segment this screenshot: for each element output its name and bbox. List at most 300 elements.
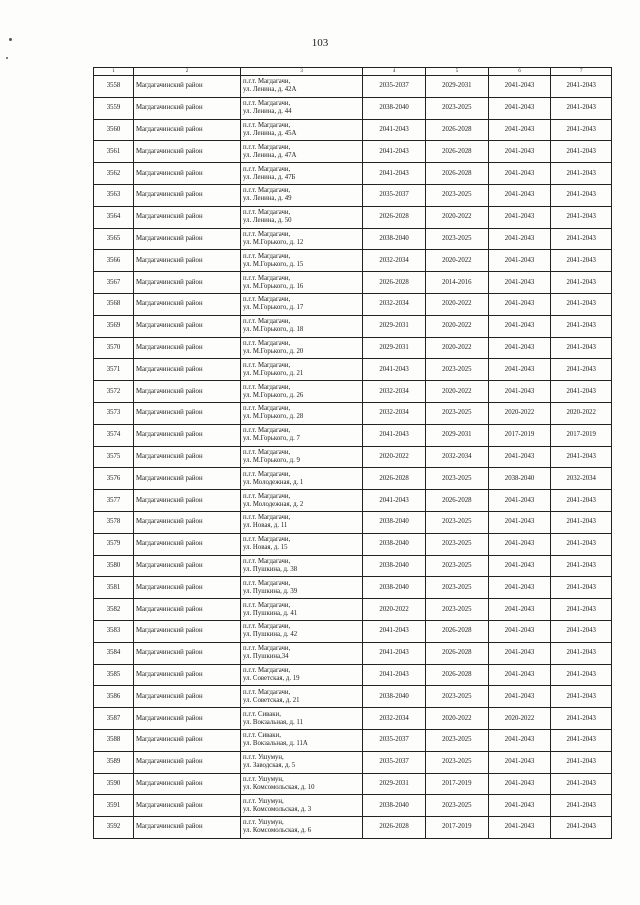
address-cell [241, 97, 363, 119]
address-settlement: п.г.т. Магдагачи, [243, 143, 291, 151]
row-number: 3580 [94, 555, 134, 577]
row-number: 3581 [94, 577, 134, 599]
district-cell: Магдагачинский район [134, 250, 241, 272]
period-cell: 2041-2043 [488, 337, 551, 359]
period-cell: 2041-2043 [363, 424, 426, 446]
table-row [94, 250, 612, 272]
address-settlement: п.г.т. Магдагачи, [243, 579, 291, 587]
table-row [94, 642, 612, 664]
address-settlement: п.г.т. Магдагачи, [243, 405, 291, 413]
period-cell: 2041-2043 [488, 119, 551, 141]
period-cell: 2038-2040 [363, 97, 426, 119]
period-cell: 2032-2034 [363, 381, 426, 403]
address-cell [241, 293, 363, 315]
header-cell: 4 [363, 68, 426, 76]
period-cell: 2041-2043 [488, 686, 551, 708]
period-cell: 2041-2043 [363, 141, 426, 163]
period-cell: 2032-2034 [363, 250, 426, 272]
address-cell [241, 228, 363, 250]
period-cell: 2041-2043 [551, 511, 612, 533]
address-cell [241, 664, 363, 686]
period-cell: 2041-2043 [488, 642, 551, 664]
period-cell: 2041-2043 [551, 599, 612, 621]
table-row [94, 773, 612, 795]
period-cell: 2023-2025 [425, 533, 488, 555]
period-cell: 2041-2043 [488, 272, 551, 294]
address-cell [241, 751, 363, 773]
district-cell: Магдагачинский район [134, 76, 241, 98]
address-street: ул. Комсомольская, д. 3 [243, 805, 312, 813]
period-cell: 2041-2043 [551, 97, 612, 119]
period-cell: 2038-2040 [363, 555, 426, 577]
period-cell: 2038-2040 [363, 228, 426, 250]
address-settlement: п.г.т. Магдагачи, [243, 492, 291, 500]
address-settlement: п.г.т. Магдагачи, [243, 448, 291, 456]
district-cell: Магдагачинский район [134, 315, 241, 337]
address-street: ул. М.Горького, д. 17 [243, 304, 304, 312]
row-number: 3569 [94, 315, 134, 337]
period-cell: 2017-2019 [425, 817, 488, 839]
period-cell: 2017-2019 [488, 424, 551, 446]
period-cell: 2041-2043 [488, 76, 551, 98]
period-cell: 2041-2043 [488, 577, 551, 599]
address-cell [241, 250, 363, 272]
address-settlement: п.г.т. Магдагачи, [243, 688, 291, 696]
address-street: ул. Ленина, д. 44 [243, 108, 292, 116]
address-cell [241, 511, 363, 533]
address-cell [241, 686, 363, 708]
period-cell: 2041-2043 [488, 184, 551, 206]
row-number: 3558 [94, 76, 134, 98]
row-number: 3563 [94, 184, 134, 206]
address-street: ул. М.Горького, д. 16 [243, 282, 304, 290]
address-settlement: п.г.т. Ушумун, [243, 797, 284, 805]
address-cell [241, 272, 363, 294]
district-cell: Магдагачинский район [134, 642, 241, 664]
period-cell: 2029-2031 [425, 424, 488, 446]
address-settlement: п.г.т. Сиваки, [243, 732, 281, 740]
period-cell: 2041-2043 [488, 511, 551, 533]
address-street: ул. М.Горького, д. 12 [243, 238, 304, 246]
district-cell: Магдагачинский район [134, 599, 241, 621]
row-number: 3565 [94, 228, 134, 250]
address-cell [241, 490, 363, 512]
address-cell [241, 76, 363, 98]
period-cell: 2041-2043 [551, 272, 612, 294]
table-row [94, 97, 612, 119]
address-street: ул. Комсомольская, д. 6 [243, 827, 312, 835]
period-cell: 2020-2022 [425, 337, 488, 359]
address-cell [241, 620, 363, 642]
row-number: 3575 [94, 446, 134, 468]
address-street: ул. Вокзальная, д. 11А [243, 740, 308, 748]
row-number: 3574 [94, 424, 134, 446]
address-settlement: п.г.т. Магдагачи, [243, 100, 291, 108]
period-cell: 2041-2043 [551, 381, 612, 403]
district-cell: Магдагачинский район [134, 206, 241, 228]
table-row [94, 620, 612, 642]
table-row [94, 817, 612, 839]
period-cell: 2041-2043 [488, 206, 551, 228]
address-settlement: п.г.т. Магдагачи, [243, 274, 291, 282]
table-row [94, 272, 612, 294]
district-cell: Магдагачинский район [134, 381, 241, 403]
period-cell: 2041-2043 [488, 795, 551, 817]
period-cell: 2041-2043 [488, 163, 551, 185]
district-cell: Магдагачинский район [134, 817, 241, 839]
district-cell: Магдагачинский район [134, 424, 241, 446]
period-cell: 2023-2025 [425, 751, 488, 773]
period-cell: 2032-2034 [551, 468, 612, 490]
period-cell: 2038-2040 [363, 686, 426, 708]
period-cell: 2020-2022 [425, 293, 488, 315]
period-cell: 2020-2022 [488, 708, 551, 730]
table-row [94, 119, 612, 141]
address-cell [241, 315, 363, 337]
address-cell [241, 708, 363, 730]
table-row [94, 795, 612, 817]
district-cell: Магдагачинский район [134, 795, 241, 817]
period-cell: 2026-2028 [363, 206, 426, 228]
row-number: 3570 [94, 337, 134, 359]
district-cell: Магдагачинский район [134, 184, 241, 206]
table-row [94, 293, 612, 315]
district-cell: Магдагачинский район [134, 620, 241, 642]
period-cell: 2026-2028 [425, 141, 488, 163]
table-row [94, 577, 612, 599]
address-settlement: п.г.т. Магдагачи, [243, 601, 291, 609]
table-row [94, 206, 612, 228]
period-cell: 2026-2028 [425, 664, 488, 686]
header-cell: 7 [551, 68, 612, 76]
period-cell: 2026-2028 [425, 490, 488, 512]
period-cell: 2041-2043 [551, 817, 612, 839]
period-cell: 2026-2028 [425, 163, 488, 185]
address-settlement: п.г.т. Магдагачи, [243, 645, 291, 653]
scan-mark [6, 57, 8, 59]
district-cell: Магдагачинский район [134, 751, 241, 773]
address-street: ул. Ленина, д. 47А [243, 151, 297, 159]
period-cell: 2041-2043 [551, 751, 612, 773]
page-number: 103 [311, 37, 329, 49]
table-row [94, 446, 612, 468]
period-cell: 2026-2028 [425, 119, 488, 141]
period-cell: 2041-2043 [551, 184, 612, 206]
row-number: 3577 [94, 490, 134, 512]
period-cell: 2041-2043 [551, 577, 612, 599]
row-number: 3560 [94, 119, 134, 141]
district-cell: Магдагачинский район [134, 708, 241, 730]
period-cell: 2023-2025 [425, 686, 488, 708]
table-row [94, 76, 612, 98]
period-cell: 2020-2022 [425, 206, 488, 228]
district-cell: Магдагачинский район [134, 337, 241, 359]
period-cell: 2041-2043 [551, 359, 612, 381]
address-settlement: п.г.т. Магдагачи, [243, 514, 291, 522]
address-cell [241, 642, 363, 664]
district-cell: Магдагачинский район [134, 359, 241, 381]
address-cell [241, 446, 363, 468]
period-cell: 2041-2043 [551, 664, 612, 686]
table-row [94, 751, 612, 773]
header-row [94, 68, 612, 76]
period-cell: 2041-2043 [363, 642, 426, 664]
district-cell: Магдагачинский район [134, 533, 241, 555]
address-street: ул. М.Горького, д. 9 [243, 456, 300, 464]
table-row [94, 228, 612, 250]
address-settlement: п.г.т. Магдагачи, [243, 470, 291, 478]
period-cell: 2041-2043 [488, 315, 551, 337]
row-number: 3573 [94, 402, 134, 424]
period-cell: 2035-2037 [363, 729, 426, 751]
address-cell [241, 402, 363, 424]
address-cell [241, 206, 363, 228]
address-street: ул. Заводская, д. 5 [243, 762, 296, 770]
period-cell: 2041-2043 [551, 250, 612, 272]
address-cell [241, 337, 363, 359]
address-cell [241, 468, 363, 490]
district-cell: Магдагачинский район [134, 446, 241, 468]
period-cell: 2041-2043 [551, 163, 612, 185]
row-number: 3579 [94, 533, 134, 555]
period-cell: 2023-2025 [425, 511, 488, 533]
address-street: ул. Молодежная, д. 1 [243, 478, 304, 486]
address-cell [241, 729, 363, 751]
period-cell: 2020-2022 [488, 402, 551, 424]
period-cell: 2023-2025 [425, 184, 488, 206]
period-cell: 2041-2043 [488, 141, 551, 163]
period-cell: 2041-2043 [551, 620, 612, 642]
row-number: 3578 [94, 511, 134, 533]
address-cell [241, 141, 363, 163]
period-cell: 2041-2043 [488, 381, 551, 403]
period-cell: 2041-2043 [363, 664, 426, 686]
district-cell: Магдагачинский район [134, 141, 241, 163]
row-number: 3576 [94, 468, 134, 490]
period-cell: 2041-2043 [488, 97, 551, 119]
address-settlement: п.г.т. Магдагачи, [243, 252, 291, 260]
table-row [94, 729, 612, 751]
address-settlement: п.г.т. Ушумун, [243, 775, 284, 783]
period-cell: 2041-2043 [551, 446, 612, 468]
row-number: 3582 [94, 599, 134, 621]
table-row [94, 664, 612, 686]
header-cell: 1 [94, 68, 134, 76]
address-street: ул. М.Горького, д. 18 [243, 326, 304, 334]
period-cell: 2041-2043 [551, 293, 612, 315]
period-cell: 2041-2043 [551, 642, 612, 664]
row-number: 3590 [94, 773, 134, 795]
period-cell: 2038-2040 [363, 577, 426, 599]
address-street: ул. Молодежная, д. 2 [243, 500, 304, 508]
period-cell: 2032-2034 [363, 293, 426, 315]
address-settlement: п.г.т. Магдагачи, [243, 427, 291, 435]
table-row [94, 424, 612, 446]
period-cell: 2041-2043 [363, 359, 426, 381]
address-street: ул. Ленина, д. 50 [243, 217, 292, 225]
period-cell: 2026-2028 [363, 468, 426, 490]
address-cell [241, 555, 363, 577]
table-row [94, 141, 612, 163]
period-cell: 2029-2031 [425, 76, 488, 98]
period-cell: 2041-2043 [551, 555, 612, 577]
period-cell: 2038-2040 [363, 533, 426, 555]
table-row [94, 511, 612, 533]
address-street: ул. Пушкина, д. 39 [243, 587, 298, 595]
address-street: ул. Новая, д. 15 [243, 544, 288, 552]
period-cell: 2041-2043 [551, 533, 612, 555]
period-cell: 2041-2043 [488, 751, 551, 773]
table-row [94, 708, 612, 730]
period-cell: 2041-2043 [551, 490, 612, 512]
address-cell [241, 424, 363, 446]
period-cell: 2029-2031 [363, 315, 426, 337]
period-cell: 2041-2043 [488, 664, 551, 686]
row-number: 3586 [94, 686, 134, 708]
address-settlement: п.г.т. Магдагачи, [243, 339, 291, 347]
row-number: 3588 [94, 729, 134, 751]
row-number: 3568 [94, 293, 134, 315]
header-cell: 3 [241, 68, 363, 76]
district-cell: Магдагачинский район [134, 511, 241, 533]
period-cell: 2020-2022 [551, 402, 612, 424]
period-cell: 2038-2040 [363, 511, 426, 533]
period-cell: 2020-2022 [425, 250, 488, 272]
period-cell: 2032-2034 [363, 708, 426, 730]
period-cell: 2041-2043 [488, 293, 551, 315]
row-number: 3572 [94, 381, 134, 403]
period-cell: 2041-2043 [551, 315, 612, 337]
address-settlement: п.г.т. Магдагачи, [243, 383, 291, 391]
period-cell: 2017-2019 [551, 424, 612, 446]
period-cell: 2041-2043 [363, 620, 426, 642]
address-settlement: п.г.т. Магдагачи, [243, 318, 291, 326]
period-cell: 2023-2025 [425, 97, 488, 119]
period-cell: 2041-2043 [363, 163, 426, 185]
address-settlement: п.г.т. Ушумун, [243, 754, 284, 762]
period-cell: 2032-2034 [425, 446, 488, 468]
address-cell [241, 773, 363, 795]
address-street: ул. Ленина, д. 47Б [243, 173, 296, 181]
row-number: 3592 [94, 817, 134, 839]
period-cell: 2023-2025 [425, 402, 488, 424]
period-cell: 2041-2043 [551, 729, 612, 751]
period-cell: 2020-2022 [363, 599, 426, 621]
period-cell: 2041-2043 [488, 599, 551, 621]
address-settlement: п.г.т. Магдагачи, [243, 209, 291, 217]
address-street: ул. М.Горького, д. 21 [243, 369, 304, 377]
address-settlement: п.г.т. Магдагачи, [243, 361, 291, 369]
period-cell: 2041-2043 [551, 686, 612, 708]
period-cell: 2023-2025 [425, 795, 488, 817]
row-number: 3583 [94, 620, 134, 642]
district-cell: Магдагачинский район [134, 555, 241, 577]
period-cell: 2041-2043 [488, 250, 551, 272]
period-cell: 2038-2040 [488, 468, 551, 490]
address-settlement: п.г.т. Сиваки, [243, 710, 281, 718]
row-number: 3571 [94, 359, 134, 381]
table-row [94, 184, 612, 206]
period-cell: 2041-2043 [551, 337, 612, 359]
address-street: ул. Пушкина, д. 41 [243, 609, 298, 617]
address-cell [241, 184, 363, 206]
address-street: ул. Новая, д. 11 [243, 522, 288, 530]
period-cell: 2020-2022 [425, 708, 488, 730]
period-cell: 2041-2043 [488, 446, 551, 468]
period-cell: 2020-2022 [425, 315, 488, 337]
table-row [94, 468, 612, 490]
period-cell: 2023-2025 [425, 577, 488, 599]
address-street: ул. Пушкина,34 [243, 653, 289, 661]
period-cell: 2029-2031 [363, 773, 426, 795]
period-cell: 2041-2043 [551, 708, 612, 730]
period-cell: 2041-2043 [551, 141, 612, 163]
period-cell: 2035-2037 [363, 76, 426, 98]
address-street: ул. Пушкина, д. 38 [243, 565, 298, 573]
row-number: 3585 [94, 664, 134, 686]
period-cell: 2023-2025 [425, 228, 488, 250]
table-row [94, 533, 612, 555]
address-street: ул. Ленина, д. 42А [243, 86, 297, 94]
table-row [94, 490, 612, 512]
address-street: ул. Советская, д. 21 [243, 696, 300, 704]
district-cell: Магдагачинский район [134, 773, 241, 795]
row-number: 3591 [94, 795, 134, 817]
table-row [94, 381, 612, 403]
row-number: 3559 [94, 97, 134, 119]
address-settlement: п.г.т. Магдагачи, [243, 666, 291, 674]
address-street: ул. М.Горького, д. 15 [243, 260, 304, 268]
period-cell: 2020-2022 [363, 446, 426, 468]
table-row [94, 555, 612, 577]
period-cell: 2041-2043 [488, 817, 551, 839]
header-cell: 6 [488, 68, 551, 76]
address-settlement: п.г.т. Магдагачи, [243, 623, 291, 631]
address-settlement: п.г.т. Магдагачи, [243, 121, 291, 129]
row-number: 3564 [94, 206, 134, 228]
period-cell: 2041-2043 [551, 795, 612, 817]
period-cell: 2026-2028 [363, 272, 426, 294]
period-cell: 2041-2043 [488, 555, 551, 577]
period-cell: 2041-2043 [488, 490, 551, 512]
period-cell: 2041-2043 [488, 729, 551, 751]
table-row [94, 599, 612, 621]
period-cell: 2023-2025 [425, 555, 488, 577]
period-cell: 2026-2028 [425, 642, 488, 664]
address-street: ул. Вокзальная, д. 11 [243, 718, 303, 726]
address-street: ул. Пушкина, д. 42 [243, 631, 298, 639]
address-street: ул. Советская, д. 19 [243, 674, 300, 682]
address-street: ул. М.Горького, д. 7 [243, 435, 300, 443]
row-number: 3566 [94, 250, 134, 272]
address-settlement: п.г.т. Магдагачи, [243, 187, 291, 195]
district-cell: Магдагачинский район [134, 97, 241, 119]
district-cell: Магдагачинский район [134, 272, 241, 294]
district-cell: Магдагачинский район [134, 577, 241, 599]
address-settlement: п.г.т. Магдагачи, [243, 165, 291, 173]
district-cell: Магдагачинский район [134, 468, 241, 490]
address-cell [241, 119, 363, 141]
district-cell: Магдагачинский район [134, 228, 241, 250]
table-row [94, 337, 612, 359]
row-number: 3584 [94, 642, 134, 664]
period-cell: 2032-2034 [363, 402, 426, 424]
district-cell: Магдагачинский район [134, 664, 241, 686]
table-row [94, 359, 612, 381]
period-cell: 2041-2043 [488, 359, 551, 381]
district-cell: Магдагачинский район [134, 729, 241, 751]
address-settlement: п.г.т. Магдагачи, [243, 296, 291, 304]
